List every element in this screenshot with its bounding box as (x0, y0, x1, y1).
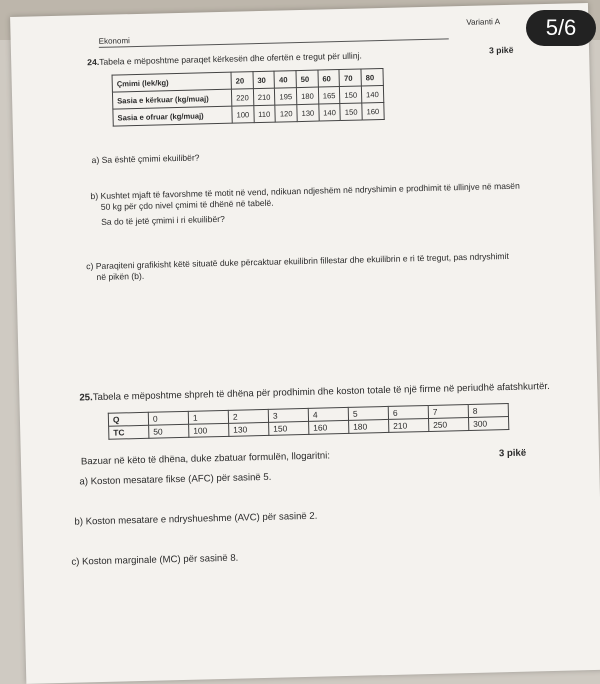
supply-demand-table (112, 68, 385, 127)
table-cell: 110 (253, 105, 275, 123)
table-cell: 5 (348, 406, 388, 420)
table-cell: 130 (229, 422, 269, 436)
q25-text: Tabela e mëposhtme shpreh të dhëna për prodhimin dhe koston totale të një firme në periudhë afatshkurtër. (92, 380, 550, 404)
table-cell: 180 (296, 87, 318, 105)
q24-points: 3 pikë (488, 44, 514, 56)
table-header-cell: 30 (253, 71, 275, 89)
table-cell: Sasia e kërkuar (kg/muaj) (112, 89, 231, 109)
q24-text: Tabela e mëposhtme paraqet kërkesën dhe ofertën e tregut për ullinj. (99, 50, 362, 67)
table-header-cell: Çmimi (lek/kg) (112, 72, 231, 92)
q24-number: 24. (87, 56, 100, 68)
q25-part-b: b) Koston mesatare e ndryshueshme (AVC) për sasinë 2. (74, 510, 318, 528)
table-cell: 130 (297, 104, 319, 122)
table-header-cell: 70 (339, 69, 361, 87)
q24-part-a: a) Sa është çmimi ekuilibër? (91, 152, 200, 166)
q25-part-c: c) Koston marginale (MC) për sasinë 8. (71, 552, 239, 568)
table-cell: 160 (309, 420, 349, 434)
q25-number: 25. (79, 392, 93, 404)
variant-label: Varianti A (466, 17, 501, 27)
header-rule (99, 38, 449, 48)
table-cell: 140 (318, 104, 340, 122)
table-cell: 100 (232, 106, 254, 124)
table-header-cell: 80 (361, 68, 383, 86)
q24-part-b-question: Sa do të jetë çmimi i ri ekuilibër? (100, 213, 225, 227)
table-cell: 150 (269, 421, 309, 435)
table-cell: 180 (349, 419, 389, 433)
table-cell: 120 (275, 105, 297, 123)
table-header-cell: 50 (296, 70, 318, 88)
table-cell: 1 (188, 410, 228, 424)
table-cell: 7 (428, 404, 468, 418)
q25-prompt (79, 380, 559, 405)
table-cell: 300 (469, 417, 509, 431)
cost-table (108, 403, 510, 440)
table-cell: 220 (231, 89, 253, 107)
table-cell: 160 (362, 102, 384, 120)
q25-part-a: a) Koston mesatare fikse (AFC) për sasinë 5. (79, 471, 272, 488)
table-cell: Sasia e ofruar (kg/muaj) (113, 106, 232, 126)
table-header-cell: 40 (274, 71, 296, 89)
table-cell: 150 (340, 103, 362, 121)
table-cell: 210 (389, 418, 429, 432)
q24-part-c-line1: c) Paraqiteni grafikisht këtë situatë duke përcaktuar ekuilibrin fillestar dhe ekuilibrin e ri të tregut, pas ndryshimit (86, 250, 509, 272)
exam-page (10, 3, 600, 684)
table-header-cell: Q (108, 412, 148, 426)
table-cell: 0 (148, 411, 188, 425)
table-cell: 210 (253, 88, 275, 106)
table-cell: 2 (228, 409, 268, 423)
table-cell: 4 (308, 407, 348, 421)
subject-header: Ekonomi (98, 36, 130, 46)
table-cell: 140 (361, 85, 383, 103)
table-cell: 8 (468, 404, 508, 418)
table-header-cell: 60 (318, 70, 340, 88)
page-counter-badge: 5/6 (526, 10, 596, 46)
table-cell: 6 (388, 405, 428, 419)
table-cell: 100 (189, 423, 229, 437)
q25-intro: Bazuar në këto të dhëna, duke zbatuar formulën, llogaritni: (80, 450, 331, 468)
table-cell: 250 (429, 417, 469, 431)
table-cell: 150 (340, 86, 362, 104)
q24-part-b-line1: b) Kushtet mjaft të favorshme të motit në vend, ndikuan ndjeshëm në ndryshimin e prodhimit të ullinjve në masën (90, 180, 520, 202)
table-cell: 50 (149, 424, 189, 438)
q25-points: 3 pikë (498, 447, 527, 460)
q24-part-c-line2: në pikën (b). (96, 270, 145, 283)
q24-prompt (87, 50, 362, 68)
table-header-cell: TC (109, 425, 149, 439)
table-cell: 165 (318, 87, 340, 105)
table-cell: 3 (268, 408, 308, 422)
q24-part-b-line2: 50 kg për çdo nivel çmimi të dhënë në tabelë. (100, 197, 274, 212)
table-header-cell: 20 (231, 72, 253, 90)
table-cell: 195 (275, 88, 297, 106)
